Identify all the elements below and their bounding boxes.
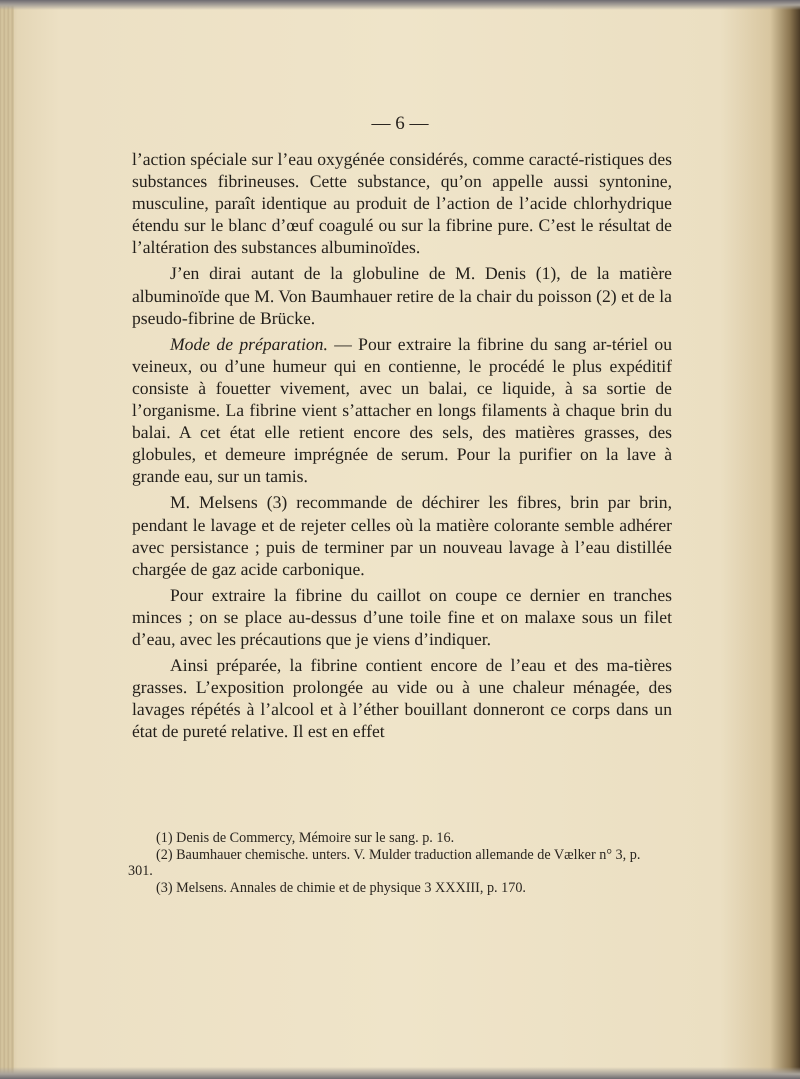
paragraph-1: l’action spéciale sur l’eau oxygénée considérés, comme caracté-ristiques des substances fibrineuses. Cette substance, qu’on appelle aussi syntonine, musculine, paraît identique au produit de l’action de l’acide chlorhydrique étendu sur le blanc d’œuf coagulé ou sur la fibrine pure. C’est le résultat de l’altération des substances albuminoïdes. bbox=[132, 149, 672, 258]
section-heading-italic: Mode de préparation. bbox=[170, 333, 328, 354]
footnote-3: (3) Melsens. Annales de chimie et de physique 3 XXXIII, p. 170. bbox=[156, 879, 526, 896]
paragraph-3-text: — Pour extraire la fibrine du sang ar-tériel ou veineux, ou d’une humeur qui en contienne, le procédé le plus expéditif consiste à fouetter vivement, avec un balai, ce liquide, à sa sortie de l’organisme. La fibrine vient s’attacher en longs filaments à chaque brin du balai. A cet état elle retient encore des sels, des matières grasses, des globules, et demeure imprégnée de serum. Pour la purifier on la lave à grande eau, sur un tamis. bbox=[132, 333, 673, 487]
paragraph-4: M. Melsens (3) recommande de déchirer les fibres, brin par brin, pendant le lavage et de rejeter celles où la matière colorante semble adhérer avec persistance ; puis de terminer par un nouveau lavage à l’eau distillée chargée de gaz acide carbonique. bbox=[132, 492, 672, 579]
footnotes bbox=[128, 830, 662, 896]
paragraph-5: Pour extraire la fibrine du caillot on coupe ce dernier en tranches minces ; on se place au-dessus d’une toile fine et on malaxe sous un filet d’eau, avec les précautions que je viens d’indiquer. bbox=[132, 584, 672, 649]
footnote-2: (2) Baumhauer chemische. unters. V. Mulder traduction allemande de Vælker n° 3, p. 301. bbox=[128, 846, 641, 880]
paragraph-2: J’en dirai autant de la globuline de M. Denis (1), de la matière albuminoïde que M. Von Baumhauer retire de la chair du poisson (2) et de la pseudo-fibrine de Brücke. bbox=[132, 263, 672, 328]
scan-top-edge bbox=[0, 0, 800, 10]
paragraph-3 bbox=[132, 333, 672, 488]
body-text bbox=[132, 148, 672, 742]
footnote-1: (1) Denis de Commercy, Mémoire sur le sang. p. 16. bbox=[156, 830, 455, 846]
page-stack-edge bbox=[0, 0, 14, 1079]
paragraph-6: Ainsi préparée, la fibrine contient encore de l’eau et des ma-tières grasses. L’exposition prolongée au vide ou à une chaleur ménagée, des lavages répétés à l’alcool et à l’éther bouillant donneront ce corps dans un état de pureté relative. Il est en effet bbox=[132, 655, 672, 742]
scan-bottom-edge bbox=[0, 1067, 800, 1079]
page-number: — 6 — bbox=[371, 113, 429, 134]
